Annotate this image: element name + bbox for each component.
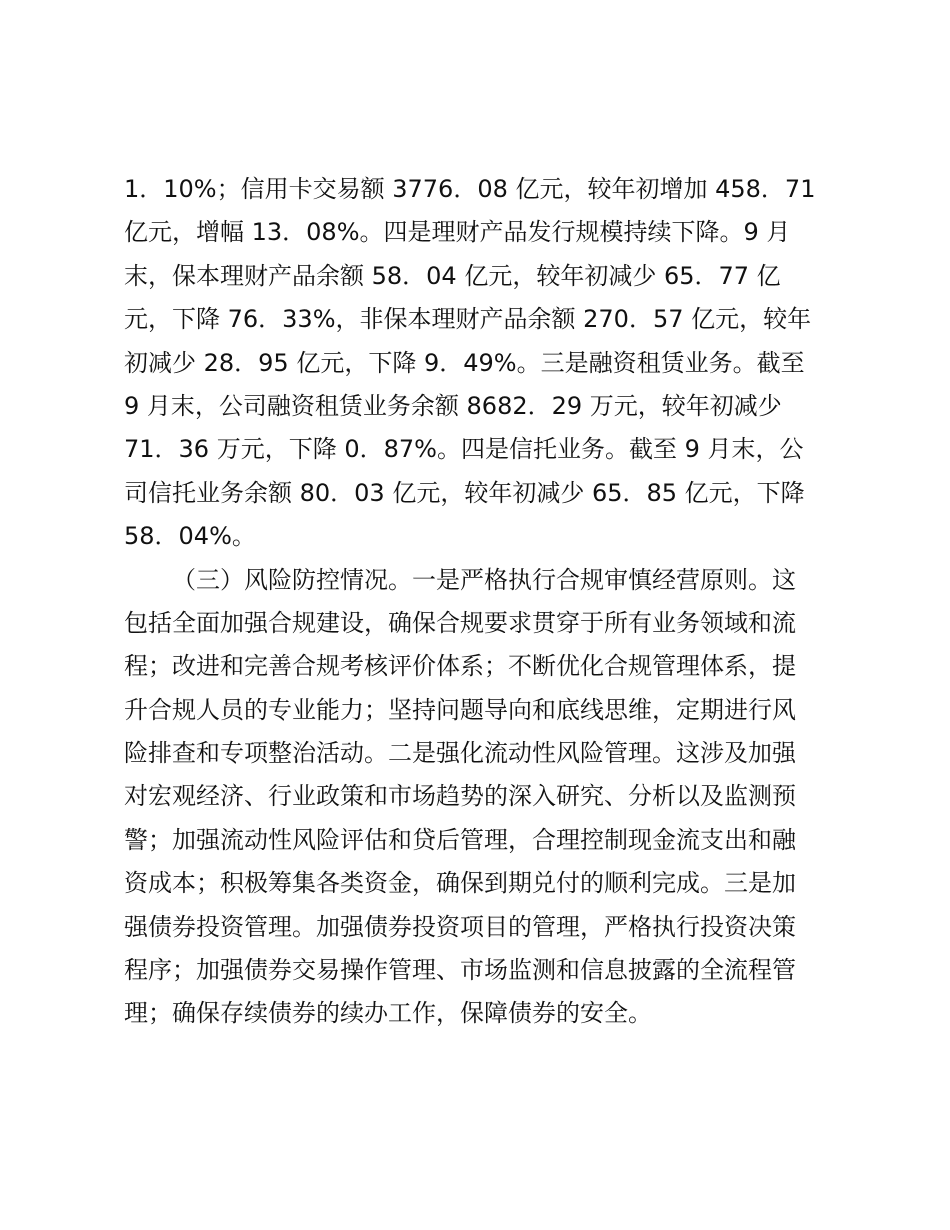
text-line: 58．04%。	[124, 522, 256, 551]
text-line: 警；加强流动性风险评估和贷后管理，合理控制现金流支出和融	[124, 825, 796, 854]
text-line: 程序；加强债券交易操作管理、市场监测和信息披露的全流程管	[124, 956, 796, 985]
text-line: 险排查和专项整治活动。二是强化流动性风险管理。这涉及加强	[124, 739, 796, 768]
text-line: 资成本；积极筹集各类资金，确保到期兑付的顺利完成。三是加	[124, 869, 796, 898]
text-line: 司信托业务余额 80．03 亿元，较年初减少 65．85 亿元，下降	[124, 478, 805, 507]
text-line: 1．10%；信用卡交易额 3776．08 亿元，较年初增加 458．71	[124, 175, 816, 203]
text-line: 亿元，增幅 13．08%。四是理财产品发行规模持续下降。9 月	[124, 218, 791, 247]
text-line: 元，下降 76．33%，非保本理财产品余额 270．57 亿元，较年	[124, 305, 812, 334]
section-heading-line: （三）风险防控情况。一是严格执行合规审慎经营原则。这	[172, 565, 796, 594]
text-line: 初减少 28．95 亿元，下降 9．49%。三是融资租赁业务。截至	[124, 348, 805, 377]
document-body	[124, 168, 834, 1036]
text-line: 71．36 万元，下降 0．87%。四是信托业务。截至 9 月末，公	[124, 435, 804, 464]
text-line: 末，保本理财产品余额 58．04 亿元，较年初减少 65．77 亿	[124, 261, 781, 290]
text-line: 9 月末，公司融资租赁业务余额 8682．29 万元，较年初减少	[124, 391, 782, 420]
text-line: 对宏观经济、行业政策和市场趋势的深入研究、分析以及监测预	[124, 782, 796, 811]
text-line: 理；确保存续债券的续办工作，保障债券的安全。	[124, 999, 652, 1028]
text-line: 升合规人员的专业能力；坚持问题导向和底线思维，定期进行风	[124, 695, 796, 724]
text-line: 包括全面加强合规建设，确保合规要求贯穿于所有业务领域和流	[124, 608, 796, 637]
text-line: 强债券投资管理。加强债券投资项目的管理，严格执行投资决策	[124, 912, 796, 941]
text-line: 程；改进和完善合规考核评价体系；不断优化合规管理体系，提	[124, 652, 796, 681]
